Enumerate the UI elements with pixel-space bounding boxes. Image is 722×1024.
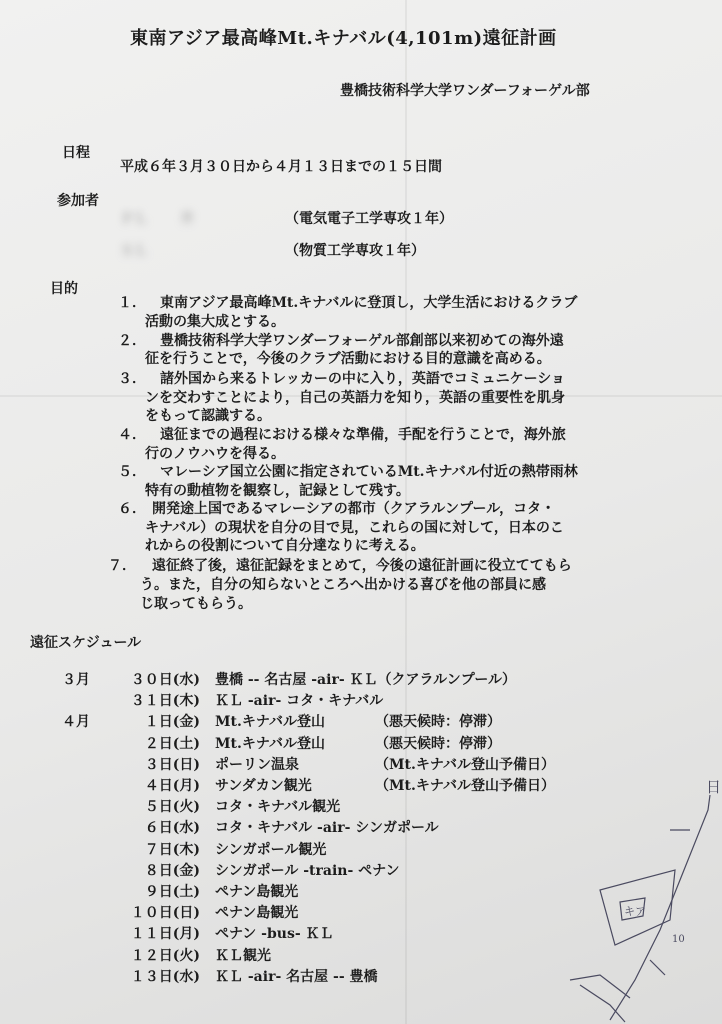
purpose-line: 行のノウハウを得る。 — [145, 446, 285, 462]
schedule-month: ４月 — [62, 714, 90, 730]
margin-sketch — [540, 770, 722, 1024]
participants-label: 参加者 — [57, 193, 99, 209]
schedule-date: １３日(水) — [130, 969, 200, 985]
schedule-plan: Mt.キナバル登山 — [215, 714, 325, 730]
schedule-date: ５日(火) — [144, 799, 200, 815]
document-title: 東南アジア最高峰Mt.キナバル(4,101m)遠征計画 — [130, 28, 557, 49]
schedule-plan: ＫＬ観光 — [215, 948, 271, 964]
purpose-line: 特有の動植物を観察し，記録として残す。 — [145, 483, 410, 499]
schedule-date: ８日(金) — [144, 863, 200, 879]
purpose-line: キナバル）の現状を自分の目で見，これらの国に対して，日本のこ — [145, 520, 564, 536]
schedule-note: （悪天候時：停滞） — [375, 736, 501, 752]
purpose-line: 開発途上国であるマレーシアの都市（クアラルンプール，コタ・ — [152, 501, 556, 517]
purpose-line: 遠征終了後，遠征記録をまとめて，今後の遠征計画に役立ててもら — [152, 558, 572, 574]
purpose-line: ンを交わすことにより，自己の英語力を知り，英語の重要性を肌身 — [145, 390, 565, 406]
expedition-schedule-label: 遠征スケジュール — [30, 635, 142, 651]
schedule-plan: ポーリン温泉 — [215, 757, 299, 773]
schedule-plan: サンダカン観光 — [215, 778, 312, 794]
schedule-date: １２日(火) — [130, 948, 200, 964]
schedule-date: ２日(土) — [144, 736, 200, 752]
schedule-month: ３月 — [62, 672, 90, 688]
participant-dept: （電気電子工学専攻１年） — [285, 211, 453, 227]
schedule-note: （Mt.キナバル登山予備日） — [375, 757, 555, 773]
schedule-plan: Mt.キナバル登山 — [215, 736, 325, 752]
participant-name: 井 — [180, 211, 194, 227]
schedule-plan: ＫＬ -air- コタ・キナバル — [215, 693, 384, 709]
purpose-number: ７． — [108, 558, 136, 574]
participant-role: ＰＬ — [120, 211, 148, 227]
schedule-period: 平成６年３月３０日から４月１３日までの１５日間 — [120, 159, 442, 175]
schedule-plan: ＫＬ -air- 名古屋 -- 豊橋 — [215, 969, 378, 985]
schedule-plan: シンガポール観光 — [215, 842, 327, 858]
sketch-label: 10 — [672, 934, 685, 945]
purpose-line: 遠征までの過程における様々な準備，手配を行うことで，海外旅 — [160, 427, 566, 443]
schedule-date: ４日(月) — [144, 778, 200, 794]
schedule-note: （悪天候時：停滞） — [375, 714, 501, 730]
schedule-date: ７日(木) — [144, 842, 200, 858]
purpose-line: 諸外国から来るトレッカーの中に入り，英語でコミュニケーショ — [160, 371, 566, 387]
schedule-date: ３０日(水) — [130, 672, 200, 688]
schedule-date: ６日(水) — [144, 820, 200, 836]
purpose-line: 征を行うことで，今後のクラブ活動における目的意識を高める。 — [145, 351, 551, 367]
schedule-plan: ペナン島観光 — [215, 905, 299, 921]
purpose-line: 豊橋技術科学大学ワンダーフォーゲル部創部以来初めての海外遠 — [160, 333, 564, 349]
sketch-label: 日 — [706, 778, 722, 796]
purpose-number: ６． — [118, 501, 146, 517]
purpose-line: 活動の集大成とする。 — [145, 314, 285, 330]
schedule-date: １０日(日) — [130, 905, 200, 921]
schedule-plan: コタ・キナバル観光 — [215, 799, 341, 815]
purpose-number: ３． — [118, 371, 146, 387]
schedule-plan: 豊橋 -- 名古屋 -air- ＫＬ（クアラルンプール） — [215, 672, 517, 688]
purpose-line: 東南アジア最高峰Mt.キナバルに登頂し，大学生活におけるクラブ — [160, 295, 578, 311]
purpose-number: ５． — [118, 464, 146, 480]
schedule-plan: コタ・キナバル -air- シンガポール — [215, 820, 439, 836]
purpose-line: う。また，自分の知らないところへ出かける喜びを他の部員に感 — [140, 577, 546, 593]
schedule-label: 日程 — [62, 145, 90, 161]
organization-name: 豊橋技術科学大学ワンダーフォーゲル部 — [340, 83, 590, 99]
purpose-number: １． — [118, 295, 146, 311]
purpose-line: をもって認識する。 — [145, 408, 271, 424]
schedule-plan: ペナン島観光 — [215, 884, 299, 900]
purpose-line: れからの役割について自分達なりに考える。 — [145, 538, 425, 554]
sketch-label: キア — [624, 905, 646, 918]
participant-role: ＳＬ — [120, 243, 148, 259]
purpose-label: 目的 — [50, 281, 78, 297]
schedule-plan: シンガポール -train- ペナン — [215, 863, 400, 879]
schedule-date: ３１日(木) — [130, 693, 200, 709]
schedule-date: ３日(日) — [144, 757, 200, 773]
purpose-line: マレーシア国立公園に指定されているMt.キナバル付近の熱帯雨林 — [160, 464, 578, 480]
schedule-date: ９日(土) — [144, 884, 200, 900]
schedule-plan: ペナン -bus- ＫＬ — [215, 926, 334, 942]
schedule-note: （Mt.キナバル登山予備日） — [375, 778, 555, 794]
participant-dept: （物質工学専攻１年） — [285, 243, 425, 259]
schedule-date: １日(金) — [144, 714, 200, 730]
purpose-number: ４． — [118, 427, 146, 443]
purpose-line: じ取ってもらう。 — [140, 596, 252, 612]
purpose-number: ２． — [118, 333, 146, 349]
schedule-date: １１日(月) — [130, 926, 200, 942]
